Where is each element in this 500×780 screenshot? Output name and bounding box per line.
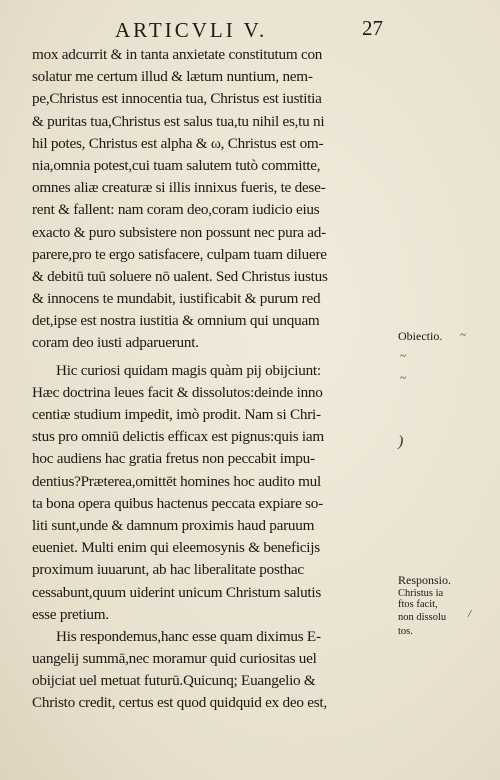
text-line: cessabunt,quum uiderint unicum Christum salutis — [32, 583, 322, 601]
margin-note-responsio: Responsio. — [398, 573, 452, 587]
body-text — [32, 44, 392, 715]
margin-note-line: ftos facit, — [398, 599, 438, 610]
text-line: pe,Christus est innocentia tua, Christus est iustitia — [32, 90, 322, 108]
text-line: stus pro omniū delictis efficax est pignus:quis iam — [32, 428, 324, 446]
text-line: Hæc doctrina leues facit & dissolutos:deinde inno — [32, 383, 323, 401]
text-line: eueniet. Multi enim qui eleemosynis & beneficijs — [32, 539, 320, 557]
text-line: exacto & puro subsistere non possunt nec pura ad- — [32, 223, 326, 241]
text-line: det,ipse est nostra iustitia & omnium qui unquam — [32, 312, 320, 330]
text-line: hoc audiens hac gratia fretus non peccabit impu- — [32, 450, 315, 468]
text-line: parere,pro te ergo satisfacere, culpam tuam diluere — [32, 245, 327, 263]
text-line: hil potes, Christus est alpha & ω, Christus est om- — [32, 134, 324, 152]
text-line: & innocens te mundabit, iustificabit & purum red — [32, 290, 321, 308]
text-line: nia,omnia potest,cui tuam salutem tutò committe, — [32, 156, 321, 174]
handwritten-annotation: ~ — [460, 329, 466, 341]
running-title: ARTICVLI V. — [115, 18, 268, 42]
text-line: omnes aliæ creaturæ si illis innixus fueris, te dese- — [32, 179, 326, 197]
margin-note-line: tos. — [398, 626, 413, 637]
margin-notes — [396, 0, 500, 780]
text-line: uangelij summā,nec moramur quid curiositas uel — [32, 650, 317, 668]
text-line: mox adcurrit & in tanta anxietate constitutum con — [32, 46, 323, 63]
text-line: & debitū tuū soluere nō ualent. Sed Christus iustus — [32, 267, 328, 285]
text-line: rent & fallent: nam coram deo,coram iudicio eius — [32, 201, 320, 219]
text-line: dentius?Præterea,omittēt homines hoc audito mul — [32, 472, 321, 490]
handwritten-annotation: ~ — [400, 350, 406, 362]
text-line: obijciat uel metuat futurū.Quicunq; Euangelio & — [32, 672, 316, 690]
text-line: & puritas tua,Christus est salus tua,tu nihil es,tu ni — [32, 112, 325, 130]
text-line: esse pretium. — [32, 605, 109, 623]
margin-note-line: non dissolu — [398, 612, 447, 623]
text-line: centiæ studium impedit, imò prodit. Nam si Chri- — [32, 406, 321, 423]
handwritten-annotation: ) — [398, 433, 404, 450]
text-line: Christo credit, certus est quod quidquid ex deo est, — [32, 694, 327, 712]
text-line: coram deo iusti adparuerunt. — [32, 334, 199, 352]
page-number: 27 — [362, 16, 383, 40]
text-line: His respondemus,hanc esse quam diximus E- — [56, 627, 321, 645]
text-line: liti sunt,unde & damnum proximis haud paruum — [32, 516, 315, 534]
handwritten-annotation: / — [468, 608, 472, 620]
text-line: ta bona opera quibus hactenus peccata expiare so- — [32, 494, 323, 512]
text-line: solatur me certum illud & lætum nuntium, nem- — [32, 68, 313, 86]
margin-note-objectio: Obiectio. — [398, 329, 443, 343]
text-line: proximum iuuarunt, ab hac liberalitate posthac — [32, 561, 304, 579]
margin-note-line: Christus ia — [398, 588, 444, 599]
text-line: Hic curiosi quidam magis quàm pij obijciunt: — [56, 361, 321, 379]
handwritten-annotation: ~ — [400, 372, 406, 384]
